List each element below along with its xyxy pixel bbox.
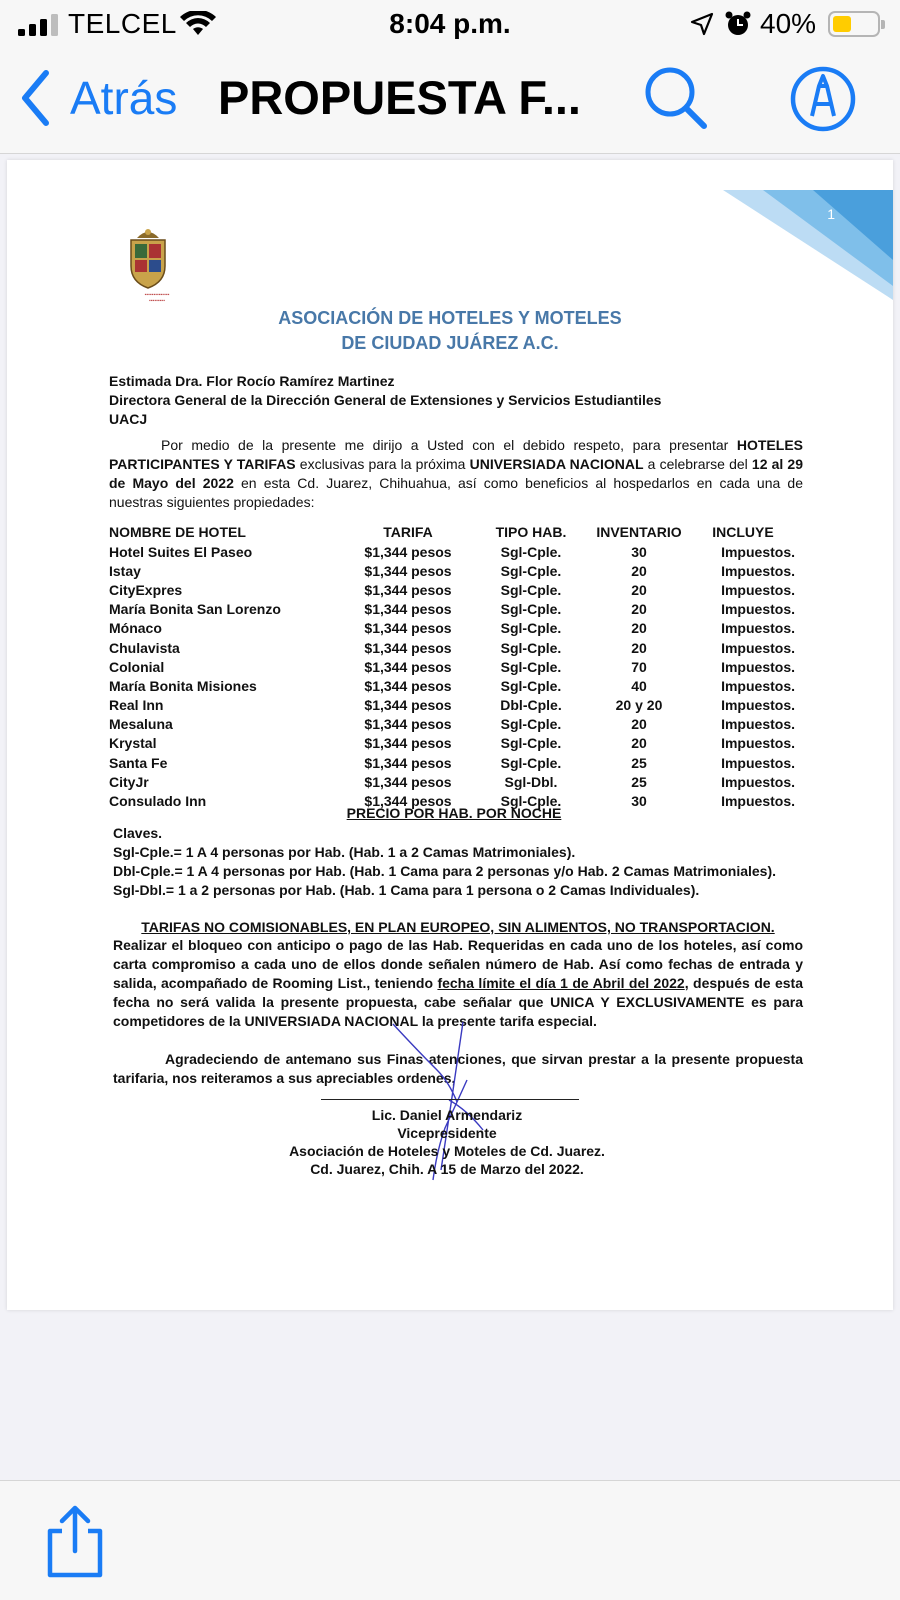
table-row [109, 600, 799, 619]
battery-icon [828, 11, 880, 37]
battery-percent: 40% [760, 8, 817, 39]
back-label: Atrás [70, 72, 178, 124]
includes-cell: Impuestos. [721, 639, 795, 656]
search-icon[interactable] [642, 64, 712, 134]
intro-paragraph: Por medio de la presente me dirijo a Usted con el debido respeto, para presentar HOTELES PARTICIPANTES Y TARIFAS exclusivas para la próxima UNIVERSIADA NACIONAL a celebrarse del 12 al 29 de Mayo del 2022 en esta Cd. Juarez, Chihuahua, así como beneficios al hospedarlos en cada una de nuestras siguientes propiedades: [109, 437, 803, 510]
table-row [109, 638, 799, 657]
includes-cell: Impuestos. [721, 677, 795, 694]
hotel-name-cell: Chulavista [109, 639, 180, 656]
rate-cell: $1,344 pesos [364, 697, 452, 714]
room-type-cell: Sgl-Cple. [500, 562, 562, 579]
room-type-cell: Dbl-Cple. [500, 697, 562, 714]
table-row [109, 580, 799, 599]
table-row [109, 676, 799, 695]
rate-cell: $1,344 pesos [364, 543, 452, 560]
page-number: 1 [827, 206, 835, 222]
includes-cell: Impuestos. [721, 716, 795, 733]
table-row [109, 542, 799, 561]
inventory-cell: 30 [631, 543, 647, 560]
hotel-name-cell: Istay [109, 562, 141, 579]
inventory-cell: 20 [631, 620, 647, 637]
association-crest-logo [125, 226, 171, 290]
location-arrow-icon [690, 12, 714, 36]
rate-cell: $1,344 pesos [364, 793, 452, 810]
hotel-name-cell: Mesaluna [109, 716, 173, 733]
includes-cell: Impuestos. [721, 793, 795, 810]
includes-cell: Impuestos. [721, 601, 795, 618]
includes-cell: Impuestos. [721, 562, 795, 579]
column-header: TARIFA [383, 524, 433, 540]
inventory-cell: 25 [631, 773, 647, 790]
rate-cell: $1,344 pesos [364, 754, 452, 771]
bottom-toolbar [0, 1480, 900, 1600]
closing-paragraph: Agradeciendo de antemano sus Finas atenciones, que sirvan prestar a la presente propuesta tarifaria, nos reiteramos a sus apreciables ordenes, [113, 1051, 803, 1086]
signer-block: Lic. Daniel Armendariz Vicepresidente Asociación de Hoteles y Moteles de Cd. Juarez. Cd. Juarez, Chih. A 15 de Marzo del 2022. [289, 1107, 605, 1177]
rate-cell: $1,344 pesos [364, 658, 452, 675]
includes-cell: Impuestos. [721, 754, 795, 771]
hotel-name-cell: Mónaco [109, 620, 162, 637]
hotel-name-cell: Santa Fe [109, 754, 168, 771]
rates-note: TARIFAS NO COMISIONABLES, EN PLAN EUROPEO, SIN ALIMENTOS, NO TRANSPORTACION. [141, 919, 775, 935]
room-type-cell: Sgl-Cple. [500, 620, 562, 637]
room-type-cell: Sgl-Cple. [500, 601, 562, 618]
column-header: TIPO HAB. [495, 524, 567, 540]
inventory-cell: 20 [631, 716, 647, 733]
inventory-cell: 20 y 20 [615, 697, 663, 714]
status-bar [0, 0, 900, 50]
association-heading: ASOCIACIÓN DE HOTELES Y MOTELES DE CIUDAD JUÁREZ A.C. [278, 308, 622, 353]
inventory-cell: 30 [631, 793, 647, 810]
inventory-cell: 70 [631, 658, 647, 675]
corner-decoration [723, 190, 893, 300]
includes-cell: Impuestos. [721, 773, 795, 790]
rate-cell: $1,344 pesos [364, 581, 452, 598]
pdf-page [7, 160, 893, 1310]
hotel-name-cell: Hotel Suites El Paseo [109, 543, 253, 560]
includes-cell: Impuestos. [721, 581, 795, 598]
column-header: INVENTARIO [596, 524, 682, 540]
markup-pen-icon[interactable] [788, 64, 858, 134]
hotels-table [109, 522, 799, 811]
crest-caption: ▪▪▪▪▪▪▪▪▪▪▪▪▪▪ ▪▪▪▪▪▪▪▪▪ [144, 292, 170, 304]
table-row [109, 561, 799, 580]
hotel-name-cell: María Bonita Misiones [109, 677, 257, 694]
document-title: PROPUESTA F... [218, 71, 581, 124]
room-type-cell: Sgl-Cple. [500, 543, 562, 560]
hotel-name-cell: Real Inn [109, 697, 164, 714]
greeting-block: Estimada Dra. Flor Rocío Ramírez Martinez Directora General de la Dirección General de Extensiones y Servicios Estudiantiles UACJ [109, 373, 662, 427]
includes-cell: Impuestos. [721, 658, 795, 675]
room-type-cell: Sgl-Cple. [500, 639, 562, 656]
inventory-cell: 20 [631, 581, 647, 598]
hotel-name-cell: María Bonita San Lorenzo [109, 601, 281, 618]
share-icon[interactable] [40, 1503, 110, 1579]
inventory-cell: 25 [631, 754, 647, 771]
navigation-bar [0, 50, 900, 154]
rate-cell: $1,344 pesos [364, 735, 452, 752]
column-header: NOMBRE DE HOTEL [109, 524, 246, 540]
conditions-paragraph: Realizar el bloqueo con anticipo o pago de las Hab. Requeridas en cada uno de los hoteles, así como carta compromiso a cada uno de ellos donde señalen número de Hab. Así como fechas de entrada y salida, acompañado de Rooming List., teniendo fecha límite el día 1 de Abril del 2022, después de esta fecha no será valida la presente propuesta, cabe señalar que UNICA Y EXCLUSIVAMENTE es para competidores de la UNIVERSIADA NACIONAL la presente tarifa especial. [113, 937, 804, 1029]
chevron-left-icon [20, 69, 50, 127]
room-type-cell: Sgl-Cple. [500, 735, 562, 752]
carrier-name: TELCEL [68, 8, 177, 39]
alarm-clock-icon [724, 10, 752, 38]
room-type-cell: Sgl-Cple. [500, 716, 562, 733]
rate-cell: $1,344 pesos [364, 677, 452, 694]
room-type-cell: Sgl-Cple. [500, 754, 562, 771]
rate-cell: $1,344 pesos [364, 601, 452, 618]
hotel-name-cell: Consulado Inn [109, 793, 207, 810]
hotel-name-cell: Colonial [109, 658, 165, 675]
inventory-cell: 20 [631, 601, 647, 618]
signature-line [321, 1099, 579, 1100]
room-type-cell: Sgl-Cple. [500, 677, 562, 694]
table-row [109, 696, 799, 715]
back-button[interactable] [20, 68, 177, 128]
room-type-cell: Sgl-Cple. [500, 658, 562, 675]
hotel-name-cell: CityExpres [109, 581, 183, 598]
rate-cell: $1,344 pesos [364, 716, 452, 733]
hotel-name-cell: Krystal [109, 735, 157, 752]
table-row [109, 772, 799, 791]
includes-cell: Impuestos. [721, 735, 795, 752]
rate-cell: $1,344 pesos [364, 620, 452, 637]
table-row [109, 715, 799, 734]
inventory-cell: 20 [631, 639, 647, 656]
rate-cell: $1,344 pesos [364, 773, 452, 790]
rate-cell: $1,344 pesos [364, 562, 452, 579]
column-header: INCLUYE [712, 524, 774, 540]
includes-cell: Impuestos. [721, 697, 795, 714]
room-type-cell: Sgl-Cple. [500, 581, 562, 598]
table-row [109, 734, 799, 753]
inventory-cell: 20 [631, 562, 647, 579]
includes-cell: Impuestos. [721, 620, 795, 637]
inventory-cell: 20 [631, 735, 647, 752]
table-row [109, 657, 799, 676]
price-note: PRECIO POR HAB. POR NOCHE [346, 805, 562, 821]
room-type-cell: Sgl-Dbl. [504, 773, 558, 790]
inventory-cell: 40 [631, 677, 647, 694]
table-row [109, 619, 799, 638]
room-type-cell: Sgl-Cple. [500, 793, 562, 810]
table-row [109, 753, 799, 772]
clock-time: 8:04 p.m. [389, 8, 511, 39]
room-codes: Claves. Sgl-Cple.= 1 A 4 personas por Hab. (Hab. 1 a 2 Camas Matrimoniales). Dbl-Cple.= 1 A 4 personas por Hab. (Hab. 1 Cama para 2 personas y/o Hab. 2 Camas Matrimoniales). Sgl-Dbl.= 1 a 2 personas por Hab. (Hab. 1 Cama para 1 persona o 2 Camas Individuales). [113, 825, 777, 898]
hotel-name-cell: CityJr [109, 773, 149, 790]
includes-cell: Impuestos. [721, 543, 795, 560]
rate-cell: $1,344 pesos [364, 639, 452, 656]
table-header-row [109, 522, 799, 542]
